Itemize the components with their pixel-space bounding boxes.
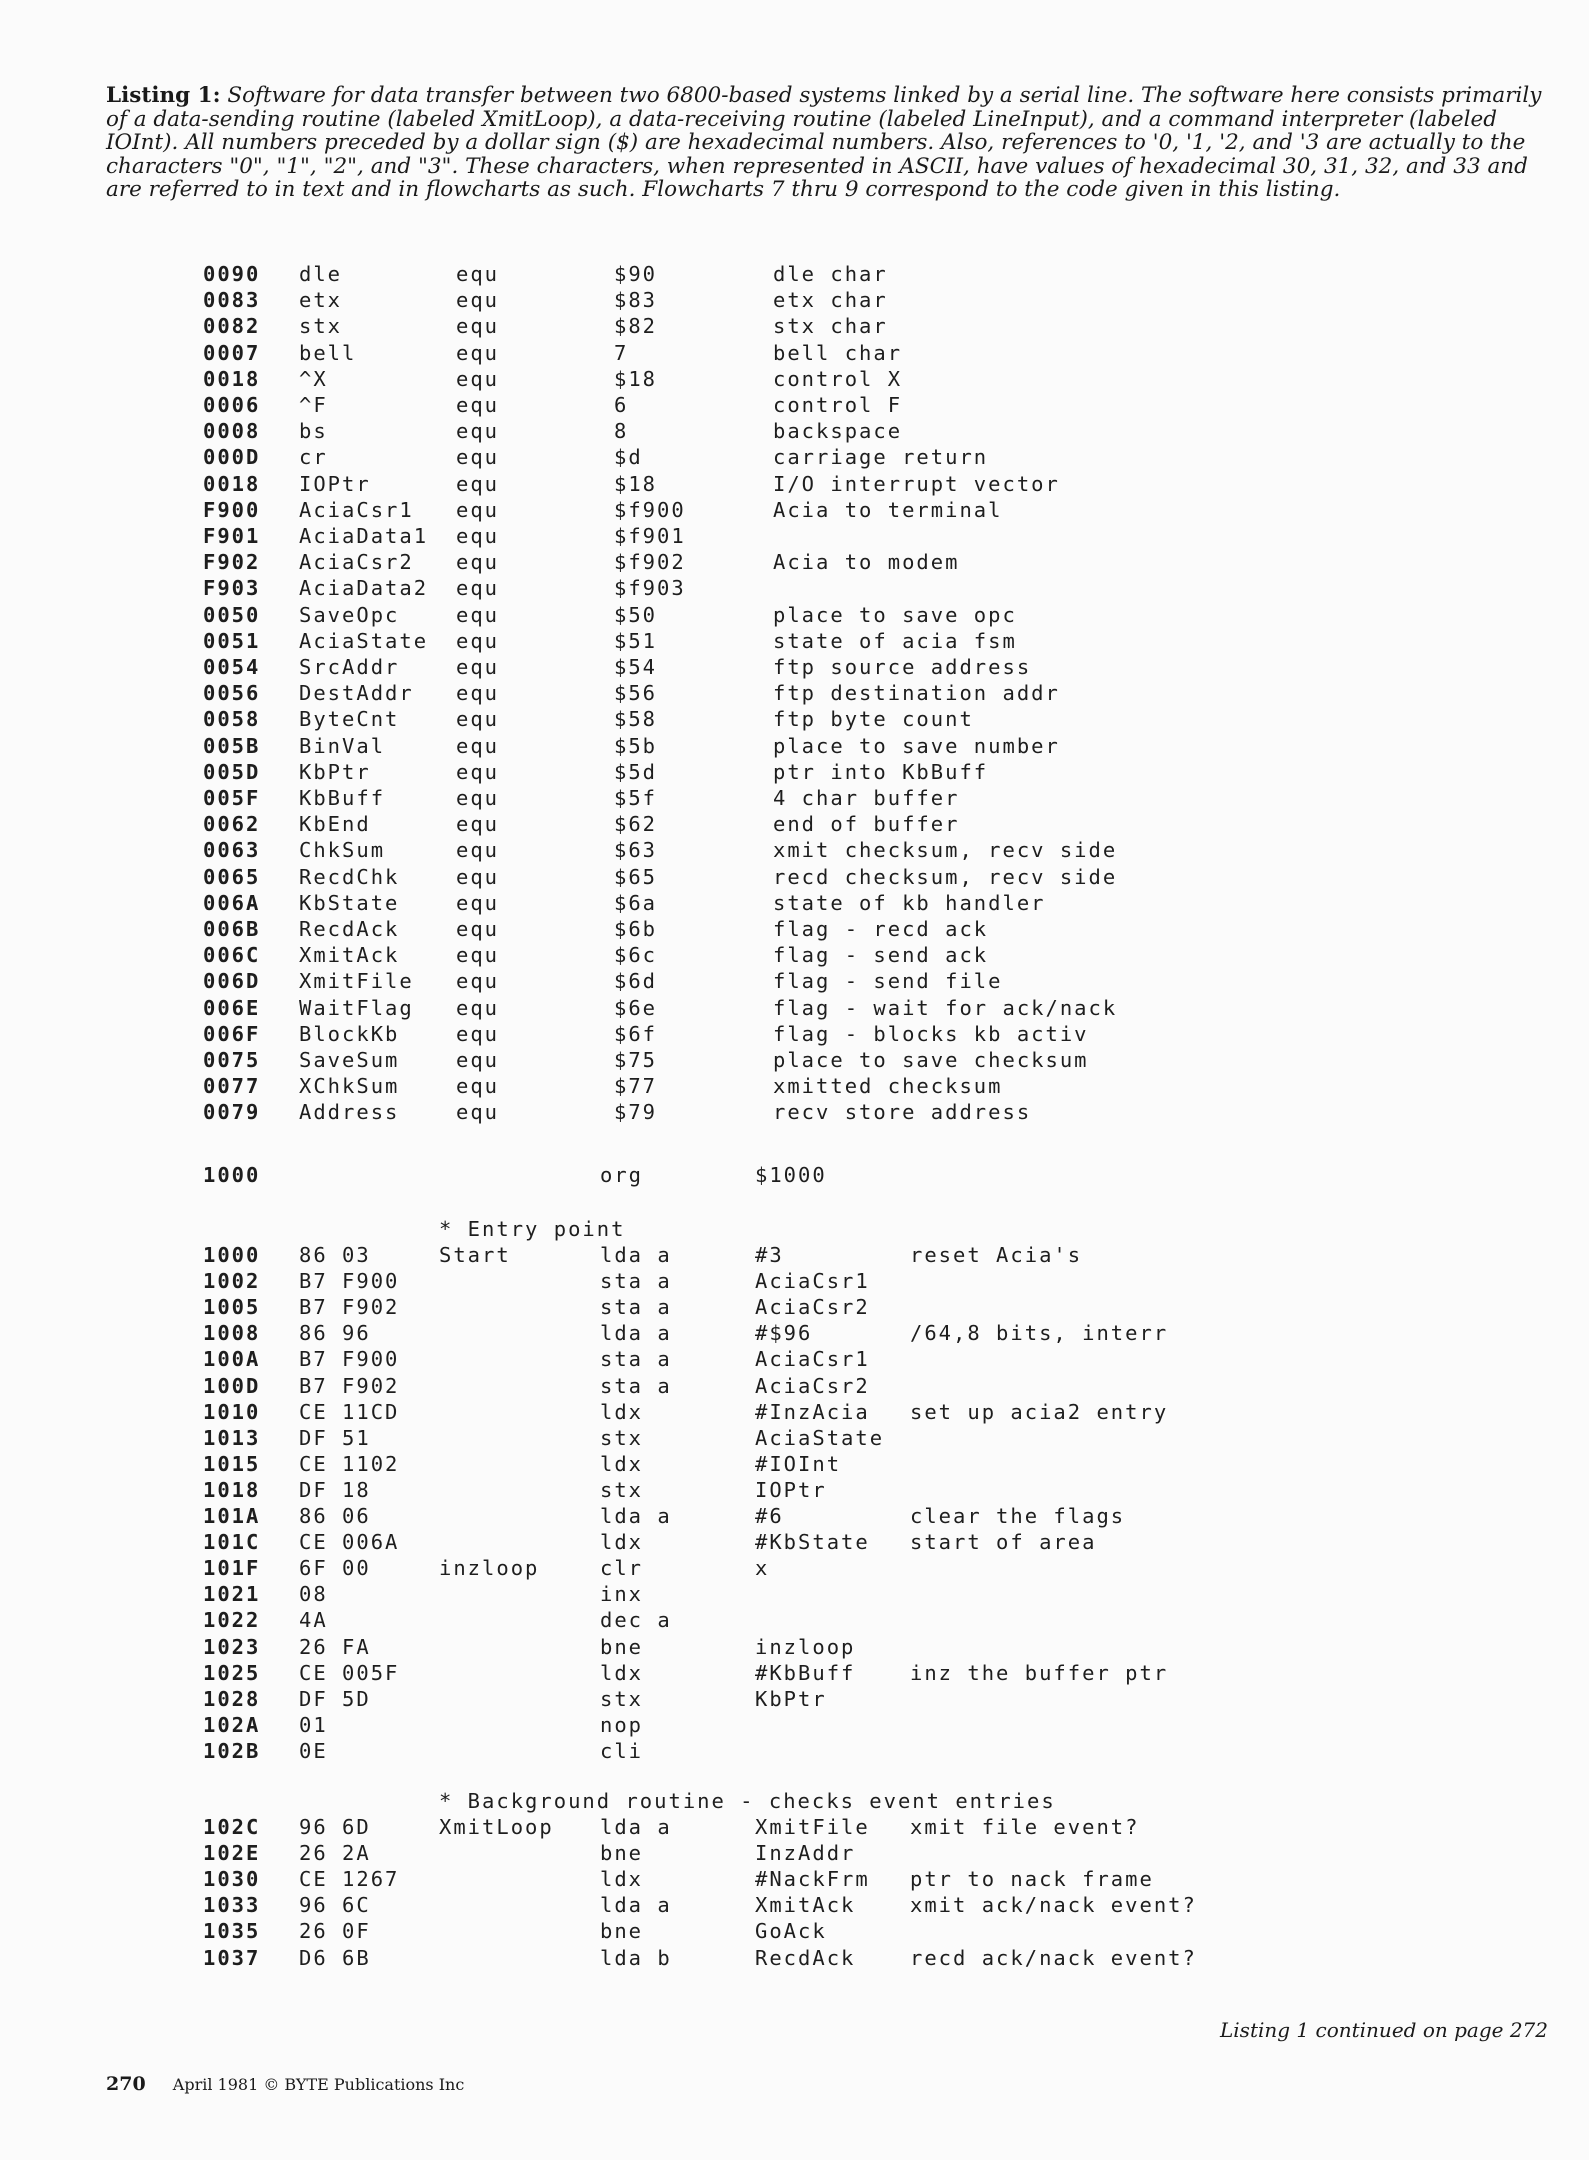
equate-comment: end of buffer <box>773 812 960 837</box>
code-address: 1021 <box>203 1582 261 1607</box>
code-comment: set up acia2 entry <box>910 1399 1169 1424</box>
operand: IOPtr <box>755 1477 827 1502</box>
equate-symbol: ChkSum <box>299 838 386 863</box>
equate-address: 0018 <box>203 471 261 496</box>
object-code: B7 F900 <box>299 1347 400 1372</box>
equate-directive: equ <box>456 943 500 968</box>
equate-symbol: XmitAck <box>299 943 400 968</box>
equate-address: F900 <box>203 497 261 522</box>
code-address: 1000 <box>203 1243 261 1267</box>
equate-value: $83 <box>614 288 658 313</box>
operand: #IOInt <box>755 1451 842 1476</box>
object-code: DF 5D <box>299 1686 371 1711</box>
object-code: CE 11CD <box>299 1399 400 1424</box>
equate-directive: equ <box>456 969 500 994</box>
equate-comment: recd checksum, recv side <box>773 864 1118 889</box>
equate-comment: bell char <box>773 340 903 365</box>
object-code: 26 2A <box>299 1841 371 1866</box>
mnemonic: stx <box>600 1686 644 1711</box>
equate-directive: equ <box>456 812 500 837</box>
equate-comment: ftp destination addr <box>773 681 1060 706</box>
equate-comment: xmitted checksum <box>773 1074 1003 1099</box>
object-code: B7 F900 <box>299 1269 400 1294</box>
operand: AciaCsr1 <box>755 1347 870 1372</box>
operand: #3 <box>755 1243 784 1267</box>
equate-address: 0079 <box>203 1100 261 1125</box>
background-routine-header: * Background routine - checks event entries <box>439 1789 1056 1813</box>
equate-address: 0077 <box>203 1074 261 1099</box>
operand: XmitFile <box>755 1815 870 1839</box>
equate-comment: flag - wait for ack/nack <box>773 995 1118 1020</box>
equate-value: $63 <box>614 838 658 863</box>
equate-symbol: BlockKb <box>299 1021 400 1046</box>
object-code: 6F 00 <box>299 1556 371 1581</box>
object-code: 86 06 <box>299 1504 371 1528</box>
equate-comment: state of kb handler <box>773 890 1046 915</box>
equate-symbol: KbState <box>299 890 400 915</box>
equate-value: $77 <box>614 1074 658 1099</box>
mnemonic: ldx <box>600 1399 644 1424</box>
equate-directive: equ <box>456 1048 500 1072</box>
object-code: CE 006A <box>299 1530 400 1555</box>
equate-comment: recv store address <box>773 1100 1032 1125</box>
mnemonic: sta a <box>600 1295 672 1320</box>
equate-symbol: DestAddr <box>299 681 414 706</box>
equate-value: $f902 <box>614 550 686 575</box>
equate-comment: ftp byte count <box>773 707 974 732</box>
equate-symbol: RecdChk <box>299 864 400 889</box>
entry-point-header: * Entry point <box>439 1217 626 1241</box>
code-address: 101C <box>203 1530 261 1555</box>
equate-address: F902 <box>203 550 261 575</box>
object-code: D6 6B <box>299 1945 371 1970</box>
operand: #KbState <box>755 1530 870 1555</box>
equate-directive: equ <box>456 628 500 653</box>
equate-address: 0063 <box>203 838 261 863</box>
equate-address: 006A <box>203 890 261 915</box>
equate-directive: equ <box>456 786 500 810</box>
equate-comment: carriage return <box>773 445 989 470</box>
equate-value: $18 <box>614 366 658 391</box>
equate-value: $6f <box>614 1021 658 1046</box>
object-code: B7 F902 <box>299 1373 400 1398</box>
code-comment: recd ack/nack event? <box>910 1945 1197 1970</box>
equate-address: 0075 <box>203 1048 261 1072</box>
equate-value: $56 <box>614 681 658 706</box>
equate-symbol: KbBuff <box>299 786 386 810</box>
code-address: 1018 <box>203 1477 261 1502</box>
equate-symbol: ByteCnt <box>299 707 400 732</box>
operand: KbPtr <box>755 1686 827 1711</box>
mnemonic: ldx <box>600 1660 644 1685</box>
equate-value: $6b <box>614 917 658 941</box>
code-comment: reset Acia's <box>910 1243 1083 1267</box>
code-address: 101F <box>203 1556 261 1581</box>
equate-value: 8 <box>614 419 629 444</box>
operand: AciaCsr1 <box>755 1269 870 1294</box>
object-code: 4A <box>299 1608 328 1633</box>
equate-comment: etx char <box>773 288 888 313</box>
equate-directive: equ <box>456 288 500 313</box>
equate-value: $65 <box>614 864 658 889</box>
mnemonic: dec a <box>600 1608 672 1633</box>
equate-address: 006C <box>203 943 261 968</box>
equate-symbol: AciaData1 <box>299 524 429 548</box>
code-address: 100A <box>203 1347 261 1372</box>
operand: AciaCsr2 <box>755 1373 870 1398</box>
mnemonic: ldx <box>600 1530 644 1555</box>
equate-symbol: RecdAck <box>299 917 400 941</box>
equate-address: 0090 <box>203 262 261 286</box>
equate-symbol: XmitFile <box>299 969 414 994</box>
code-address: 1005 <box>203 1295 261 1320</box>
operand: #$96 <box>755 1321 813 1346</box>
equate-symbol: SaveSum <box>299 1048 400 1072</box>
mnemonic: cli <box>600 1738 644 1763</box>
page-number: 270 <box>106 2073 146 2095</box>
equate-comment: ftp source address <box>773 655 1032 679</box>
code-comment: /64,8 bits, interr <box>910 1321 1169 1346</box>
equate-symbol: IOPtr <box>299 471 371 496</box>
code-address: 1015 <box>203 1451 261 1476</box>
equate-address: F901 <box>203 524 261 548</box>
equate-value: $5f <box>614 786 658 810</box>
equate-comment: place to save opc <box>773 602 1017 627</box>
code-comment: xmit ack/nack event? <box>910 1893 1197 1918</box>
equate-address: 005B <box>203 733 261 758</box>
object-code: DF 18 <box>299 1477 371 1502</box>
equate-address: 0056 <box>203 681 261 706</box>
equate-directive: equ <box>456 419 500 444</box>
object-code: 0E <box>299 1738 328 1763</box>
equate-comment: flag - send ack <box>773 943 989 968</box>
org-addr: 1000 <box>203 1163 261 1187</box>
code-address: 102B <box>203 1738 261 1763</box>
operand: #6 <box>755 1504 784 1528</box>
code-address: 1010 <box>203 1399 261 1424</box>
org-line <box>0 1163 827 1189</box>
org-arg: $1000 <box>755 1163 827 1187</box>
operand: #InzAcia <box>755 1399 870 1424</box>
operand: GoAck <box>755 1919 827 1944</box>
operand: AciaCsr2 <box>755 1295 870 1320</box>
equate-directive: equ <box>456 759 500 784</box>
code-address: 100D <box>203 1373 261 1398</box>
equate-directive: equ <box>456 471 500 496</box>
equate-address: 0062 <box>203 812 261 837</box>
code-address: 1037 <box>203 1945 261 1970</box>
operand: AciaState <box>755 1425 885 1450</box>
equate-directive: equ <box>456 262 500 286</box>
mnemonic: lda a <box>600 1321 672 1346</box>
equate-directive: equ <box>456 1100 500 1125</box>
equate-value: $79 <box>614 1100 658 1125</box>
mnemonic: bne <box>600 1919 644 1944</box>
equate-value: $58 <box>614 707 658 732</box>
mnemonic: lda a <box>600 1893 672 1918</box>
equate-symbol: Address <box>299 1100 400 1125</box>
equate-address: 006E <box>203 995 261 1020</box>
equate-address: 0007 <box>203 340 261 365</box>
equate-address: 0008 <box>203 419 261 444</box>
equate-comment: 4 char buffer <box>773 786 960 810</box>
equate-address: 0051 <box>203 628 261 653</box>
publication-line: April 1981 © BYTE Publications Inc <box>172 2075 465 2094</box>
equate-value: $51 <box>614 628 658 653</box>
object-code: 08 <box>299 1582 328 1607</box>
equate-symbol: bs <box>299 419 328 444</box>
object-code: 26 0F <box>299 1919 371 1944</box>
equate-directive: equ <box>456 681 500 706</box>
code-address: 1033 <box>203 1893 261 1918</box>
mnemonic: ldx <box>600 1867 644 1892</box>
code-address: 1002 <box>203 1269 261 1294</box>
code-comment: clear the flags <box>910 1504 1126 1528</box>
equate-directive: equ <box>456 393 500 417</box>
code-address: 1035 <box>203 1919 261 1944</box>
equate-value: $5b <box>614 733 658 758</box>
equate-directive: equ <box>456 550 500 575</box>
equate-directive: equ <box>456 602 500 627</box>
mnemonic: stx <box>600 1477 644 1502</box>
equate-comment: Acia to modem <box>773 550 960 575</box>
object-code: 86 03 <box>299 1243 371 1267</box>
equate-symbol: dle <box>299 262 343 286</box>
code-comment: ptr to nack frame <box>910 1867 1154 1892</box>
mnemonic: nop <box>600 1712 644 1737</box>
equate-comment: flag - send file <box>773 969 1003 994</box>
equate-value: 7 <box>614 340 629 365</box>
mnemonic: sta a <box>600 1347 672 1372</box>
equate-value: $f903 <box>614 576 686 601</box>
equate-symbol: etx <box>299 288 343 313</box>
equate-symbol: XChkSum <box>299 1074 400 1099</box>
equate-address: 0082 <box>203 314 261 339</box>
equate-value: $f900 <box>614 497 686 522</box>
equate-address: 006D <box>203 969 261 994</box>
equate-value: $d <box>614 445 643 470</box>
equate-symbol: KbPtr <box>299 759 371 784</box>
equate-address: 0054 <box>203 655 261 679</box>
equate-directive: equ <box>456 1021 500 1046</box>
equate-address: F903 <box>203 576 261 601</box>
object-code: 26 FA <box>299 1634 371 1659</box>
equate-symbol: AciaState <box>299 628 429 653</box>
code-address: 1030 <box>203 1867 261 1892</box>
equate-directive: equ <box>456 340 500 365</box>
equate-address: 005F <box>203 786 261 810</box>
code-address: 101A <box>203 1504 261 1528</box>
code-label: XmitLoop <box>439 1815 554 1839</box>
equate-comment: place to save number <box>773 733 1060 758</box>
equate-comment: stx char <box>773 314 888 339</box>
equate-comment: flag - recd ack <box>773 917 989 941</box>
page-footer <box>106 2073 464 2095</box>
mnemonic: bne <box>600 1634 644 1659</box>
code-label: Start <box>439 1243 511 1267</box>
equate-address: 000D <box>203 445 261 470</box>
equate-directive: equ <box>456 917 500 941</box>
mnemonic: sta a <box>600 1269 672 1294</box>
equate-directive: equ <box>456 314 500 339</box>
continued-note: Listing 1 continued on page 272 <box>1220 2018 1548 2042</box>
equate-value: 6 <box>614 393 629 417</box>
mnemonic: ldx <box>600 1451 644 1476</box>
mnemonic: inx <box>600 1582 644 1607</box>
equate-value: $62 <box>614 812 658 837</box>
equate-comment: control F <box>773 393 903 417</box>
mnemonic: bne <box>600 1841 644 1866</box>
operand: #NackFrm <box>755 1867 870 1892</box>
equate-symbol: AciaData2 <box>299 576 429 601</box>
equate-comment: place to save checksum <box>773 1048 1089 1072</box>
equate-address: 0018 <box>203 366 261 391</box>
org-op: org <box>600 1163 644 1187</box>
equate-value: $50 <box>614 602 658 627</box>
equate-directive: equ <box>456 838 500 863</box>
mnemonic: stx <box>600 1425 644 1450</box>
equate-value: $75 <box>614 1048 658 1072</box>
mnemonic: lda a <box>600 1504 672 1528</box>
equate-value: $6d <box>614 969 658 994</box>
object-code: DF 51 <box>299 1425 371 1450</box>
equate-directive: equ <box>456 655 500 679</box>
equate-address: 0006 <box>203 393 261 417</box>
code-address: 1008 <box>203 1321 261 1346</box>
equate-symbol: BinVal <box>299 733 386 758</box>
equate-comment: flag - blocks kb activ <box>773 1021 1089 1046</box>
code-address: 1025 <box>203 1660 261 1685</box>
object-code: B7 F902 <box>299 1295 400 1320</box>
operand: XmitAck <box>755 1893 856 1918</box>
mnemonic: lda a <box>600 1815 672 1839</box>
caption-text: Software for data transfer between two 6800-based systems linked by a serial line. The software here consists primarily of a data-sending routine (labeled XmitLoop), a data-receiving routine (labeled LineInput), and a command interpreter (labeled IOInt). All numbers preceded by a dollar sign ($) are hexadecimal numbers. Also, references to '0, '1, '2, and '3 are actually to the characters "0", "1", "2", and "3". These characters, when represented in ASCII, have values of hexadecimal 30, 31, 32, and 33 and are referred to in text and in flowcharts as such. Flowcharts 7 thru 9 correspond to the code given in this listing. <box>106 83 1542 203</box>
equate-address: 006F <box>203 1021 261 1046</box>
equate-directive: equ <box>456 497 500 522</box>
equate-value: $54 <box>614 655 658 679</box>
caption-label: Listing 1: <box>106 83 221 108</box>
equate-directive: equ <box>456 1074 500 1099</box>
mnemonic: lda a <box>600 1243 672 1267</box>
listing-caption <box>106 84 1546 202</box>
equate-symbol: bell <box>299 340 357 365</box>
equate-symbol: AciaCsr1 <box>299 497 414 522</box>
equate-directive: equ <box>456 890 500 915</box>
equate-symbol: stx <box>299 314 343 339</box>
equate-directive: equ <box>456 445 500 470</box>
equate-symbol: ^F <box>299 393 328 417</box>
equate-value: $82 <box>614 314 658 339</box>
mnemonic: clr <box>600 1556 644 1581</box>
equate-comment: dle char <box>773 262 888 286</box>
object-code: CE 1267 <box>299 1867 400 1892</box>
equate-symbol: KbEnd <box>299 812 371 837</box>
equate-value: $6a <box>614 890 658 915</box>
equate-symbol: SaveOpc <box>299 602 400 627</box>
equate-address: 0058 <box>203 707 261 732</box>
equate-symbol: SrcAddr <box>299 655 400 679</box>
equate-address: 005D <box>203 759 261 784</box>
operand: #KbBuff <box>755 1660 856 1685</box>
code-comment: inz the buffer ptr <box>910 1660 1169 1685</box>
code-comment: start of area <box>910 1530 1097 1555</box>
equate-directive: equ <box>456 366 500 391</box>
object-code: 96 6C <box>299 1893 371 1918</box>
equate-directive: equ <box>456 576 500 601</box>
equate-comment: control X <box>773 366 903 391</box>
equate-address: 0050 <box>203 602 261 627</box>
code-address: 1022 <box>203 1608 261 1633</box>
equate-directive: equ <box>456 995 500 1020</box>
equate-address: 006B <box>203 917 261 941</box>
equate-symbol: cr <box>299 445 328 470</box>
operand: x <box>755 1556 770 1581</box>
code-label: inzloop <box>439 1556 540 1581</box>
operand: RecdAck <box>755 1945 856 1970</box>
code-address: 102E <box>203 1841 261 1866</box>
equate-comment: Acia to terminal <box>773 497 1003 522</box>
mnemonic: lda b <box>600 1945 672 1970</box>
operand: InzAddr <box>755 1841 856 1866</box>
equate-value: $6c <box>614 943 658 968</box>
equate-comment: state of acia fsm <box>773 628 1017 653</box>
code-address: 1028 <box>203 1686 261 1711</box>
mnemonic: sta a <box>600 1373 672 1398</box>
equate-symbol: ^X <box>299 366 328 391</box>
equate-value: $90 <box>614 262 658 286</box>
equate-value: $6e <box>614 995 658 1020</box>
object-code: CE 1102 <box>299 1451 400 1476</box>
equate-comment: backspace <box>773 419 903 444</box>
equate-directive: equ <box>456 733 500 758</box>
equate-directive: equ <box>456 707 500 732</box>
code-address: 1023 <box>203 1634 261 1659</box>
equate-comment: xmit checksum, recv side <box>773 838 1118 863</box>
equate-directive: equ <box>456 864 500 889</box>
equate-value: $5d <box>614 759 658 784</box>
equate-address: 0065 <box>203 864 261 889</box>
code-address: 1013 <box>203 1425 261 1450</box>
equate-address: 0083 <box>203 288 261 313</box>
object-code: 96 6D <box>299 1815 371 1839</box>
equate-symbol: AciaCsr2 <box>299 550 414 575</box>
object-code: CE 005F <box>299 1660 400 1685</box>
equate-directive: equ <box>456 524 500 548</box>
code-comment: xmit file event? <box>910 1815 1140 1839</box>
equate-symbol: WaitFlag <box>299 995 414 1020</box>
equate-comment: I/O interrupt vector <box>773 471 1060 496</box>
code-address: 102C <box>203 1815 261 1839</box>
object-code: 01 <box>299 1712 328 1737</box>
equate-value: $18 <box>614 471 658 496</box>
code-address: 102A <box>203 1712 261 1737</box>
equate-value: $f901 <box>614 524 686 548</box>
operand: inzloop <box>755 1634 856 1659</box>
equate-comment: ptr into KbBuff <box>773 759 989 784</box>
object-code: 86 96 <box>299 1321 371 1346</box>
